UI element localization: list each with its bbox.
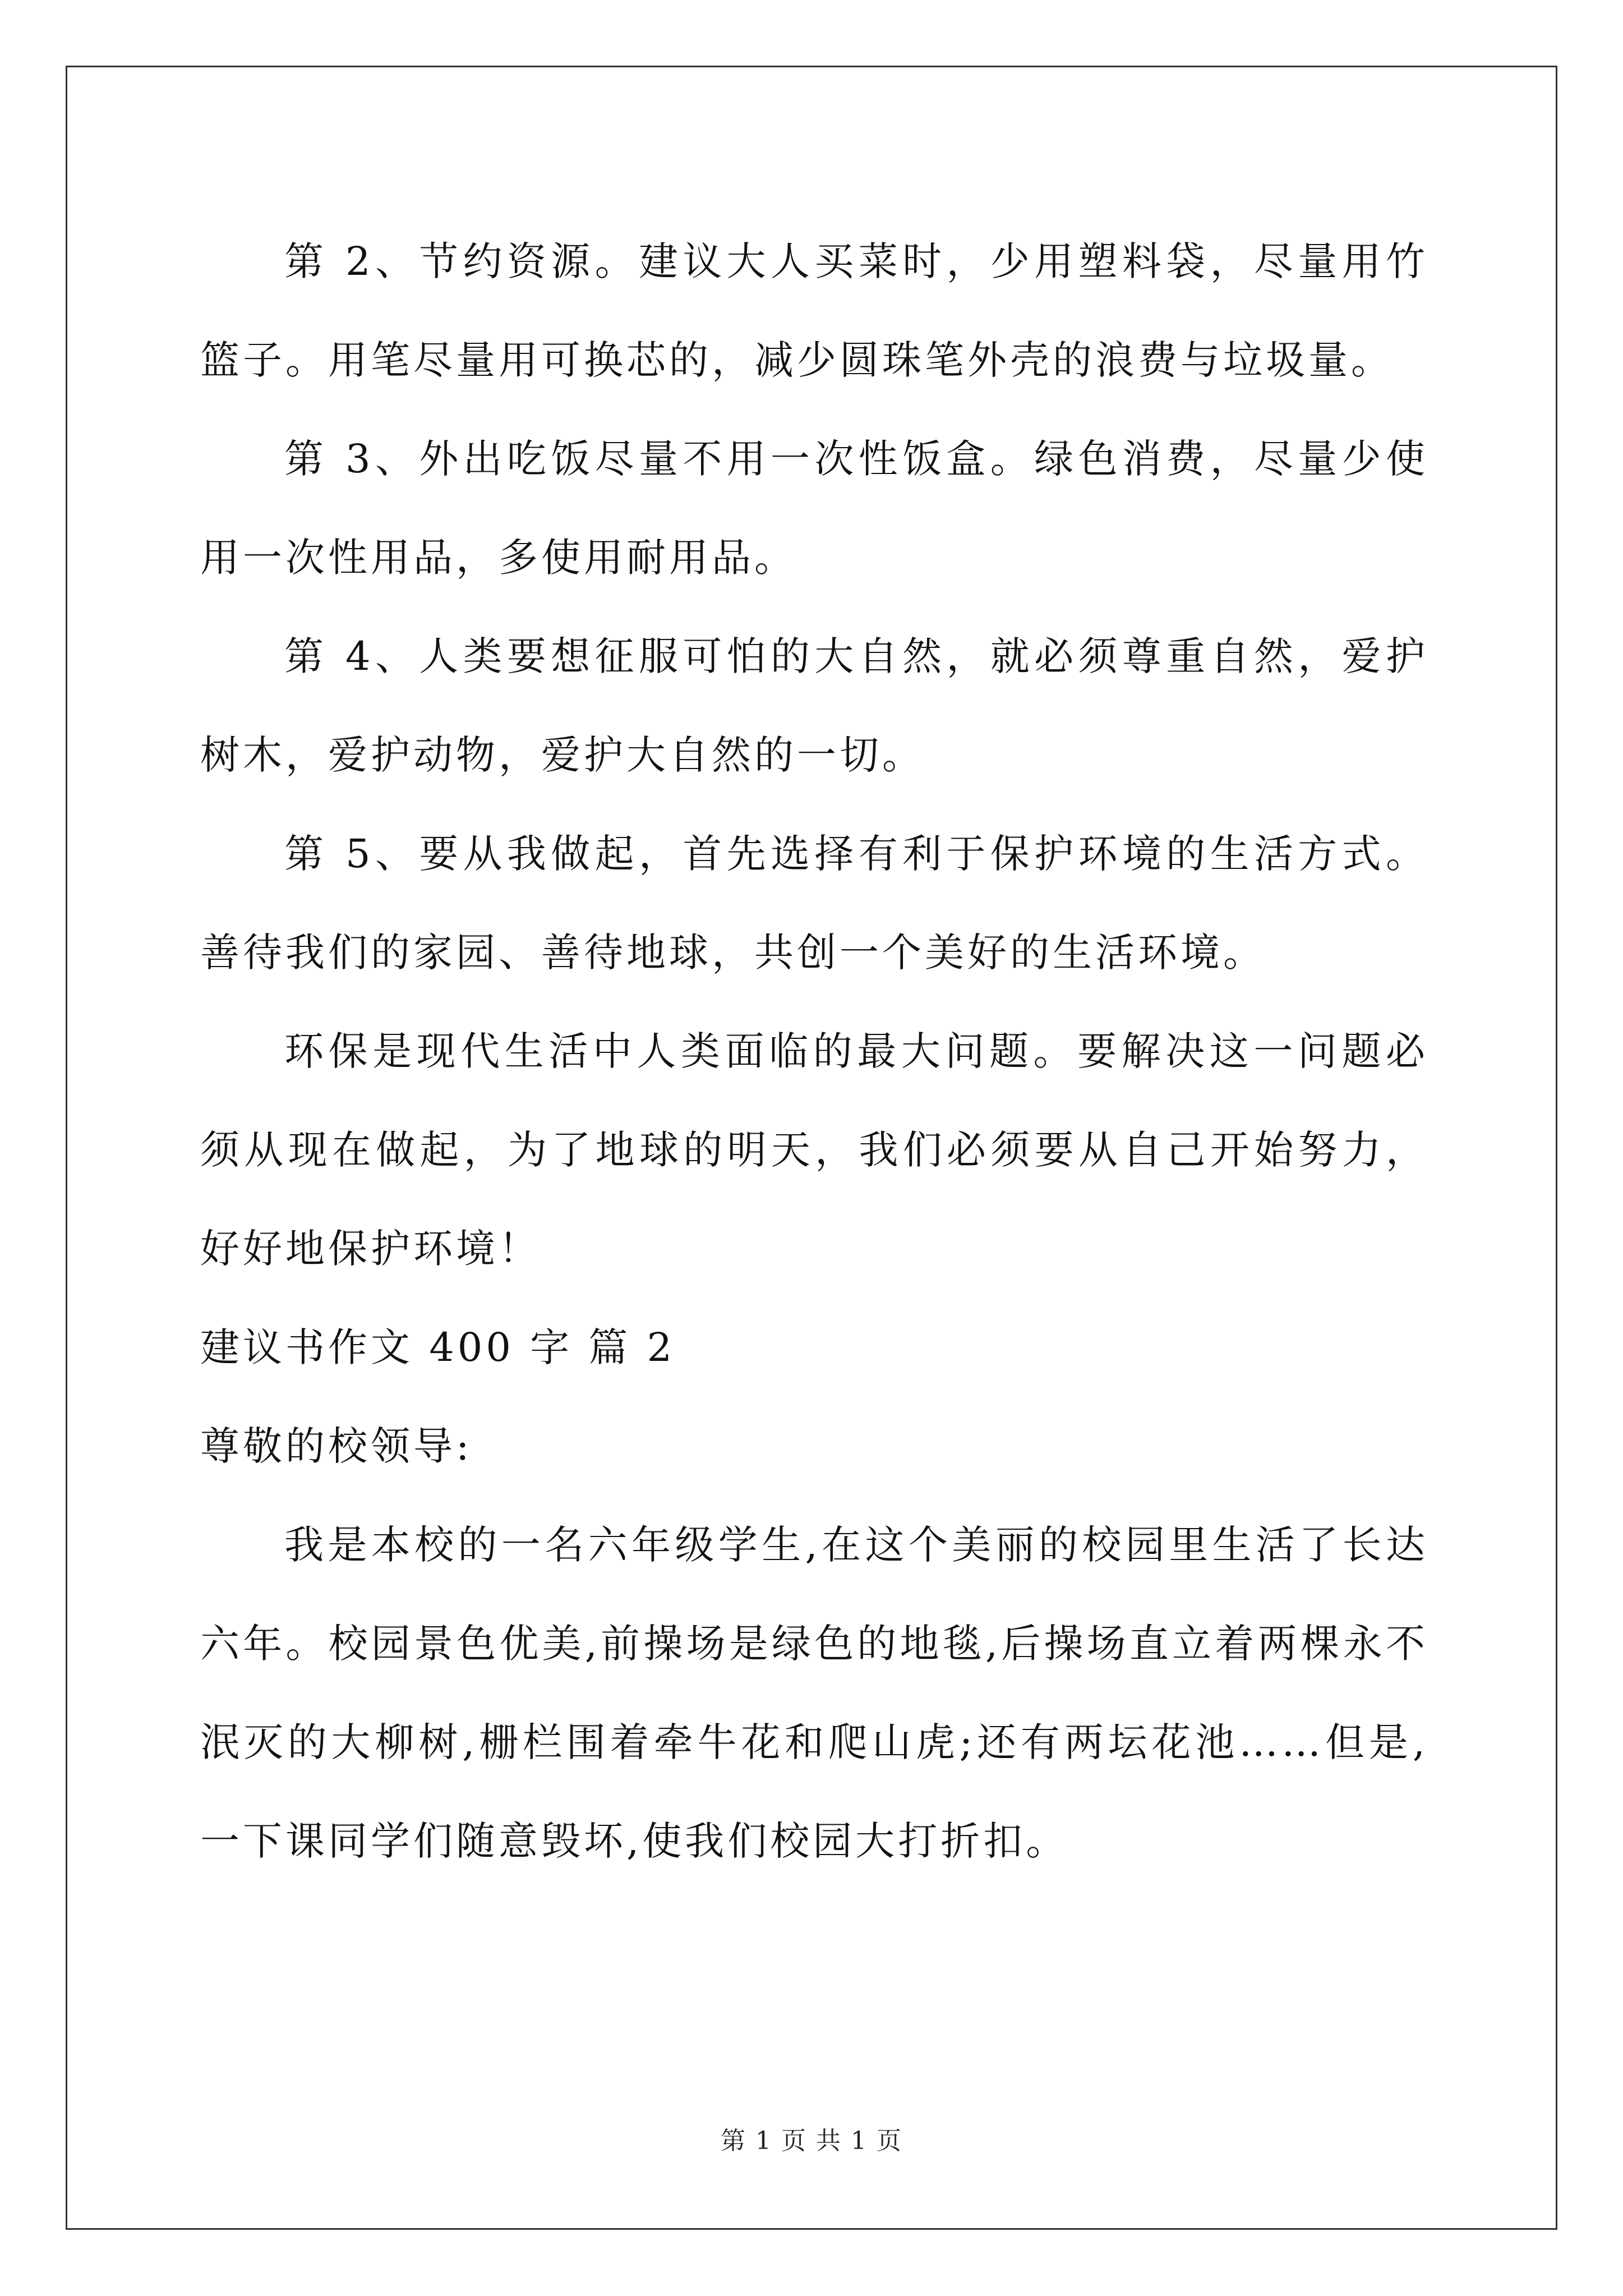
paragraph-suggestion-4: 第 4、人类要想征服可怕的大自然，就必须尊重自然，爱护树木，爱护动物，爱护大自然的一切。 (200, 633, 1428, 778)
page-footer: 第 1 页 共 1 页 (721, 2127, 902, 2155)
paragraph-suggestion-3: 第 3、外出吃饭尽量不用一次性饭盒。绿色消费，尽量少使用一次性用品，多使用耐用品。 (200, 436, 1428, 581)
section-heading: 建议书作文 400 字 篇 2 (200, 1324, 676, 1370)
document-body (200, 212, 1428, 1890)
paragraph-conclusion: 环保是现代生活中人类面临的最大问题。要解决这一问题必须从现在做起，为了地球的明天，我们必须要从自己开始努力，好好地保护环境！ (200, 1028, 1428, 1272)
letter-paragraph: 我是本校的一名六年级学生,在这个美丽的校园里生活了长达六年。校园景色优美,前操场是绿色的地毯,后操场直立着两棵永不泯灭的大柳树,栅栏围着牵牛花和爬山虎;还有两坛花池……但是,一下课同学们随意毁坏,使我们校园大打折扣。 (200, 1522, 1428, 1864)
paragraph-suggestion-5: 第 5、要从我做起，首先选择有利于保护环境的生活方式。善待我们的家园、善待地球，共创一个美好的生活环境。 (200, 831, 1428, 976)
paragraph-suggestion-2: 第 2、节约资源。建议大人买菜时，少用塑料袋，尽量用竹篮子。用笔尽量用可换芯的，减少圆珠笔外壳的浪费与垃圾量。 (200, 238, 1428, 383)
salutation: 尊敬的校领导: (200, 1423, 473, 1469)
